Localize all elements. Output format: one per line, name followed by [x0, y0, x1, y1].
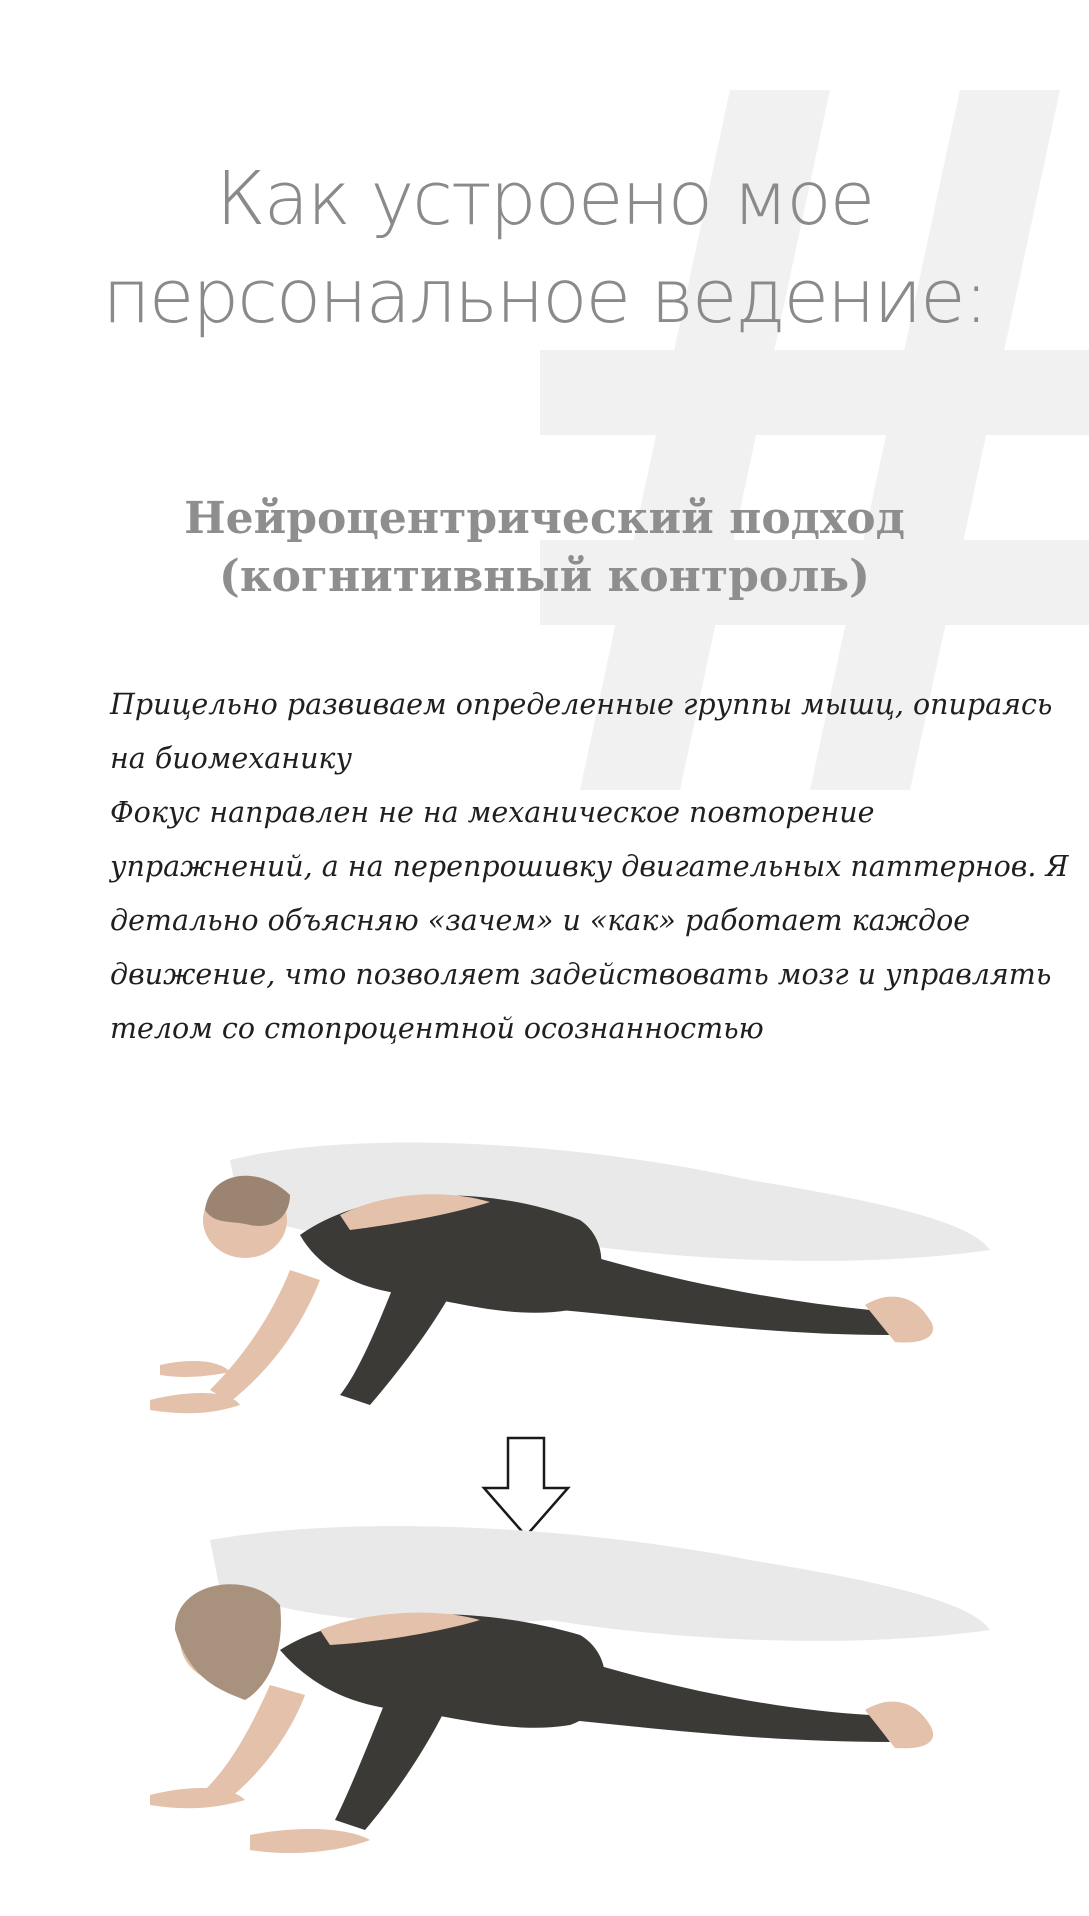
front-leg — [335, 1690, 445, 1830]
hand-2 — [160, 1361, 230, 1377]
back-leg — [570, 1660, 890, 1742]
description-paragraph — [110, 678, 1069, 1056]
title-line-1: Как устроено мое — [215, 156, 874, 242]
body-line-7: телом со стопроцентной осознанностью — [110, 1012, 764, 1045]
body-line-5: детально объясняю «зачем» и «как» работает каждое — [110, 904, 971, 937]
body-line-2: на биомеханику — [110, 742, 352, 775]
front-foot — [250, 1829, 370, 1853]
arm-1 — [205, 1685, 305, 1802]
title-line-2: персональное ведение: — [102, 254, 987, 340]
exercise-photo-end — [150, 1510, 1010, 1916]
arm-1 — [210, 1270, 320, 1402]
body-line-6: движение, что позволяет задействовать мозг и управлять — [110, 958, 1052, 991]
subtitle-line-2: (когнитивный контроль) — [219, 551, 870, 602]
subtitle-line-1: Нейроцентрический подход — [184, 493, 905, 544]
body-line-3: Фокус направлен не на механическое повторение — [110, 796, 875, 829]
figure-shadow — [210, 1526, 990, 1641]
body-line-4: упражнений, а на перепрошивку двигательных паттернов. Я — [110, 850, 1069, 883]
section-subtitle — [0, 490, 1089, 606]
front-leg — [340, 1270, 450, 1405]
hair — [175, 1584, 281, 1700]
page-title — [0, 150, 1089, 346]
back-leg — [560, 1250, 890, 1335]
exercise-photo-start — [150, 1120, 1010, 1500]
body-line-1: Прицельно развиваем определенные группы мышц, опираясь — [110, 688, 1053, 721]
